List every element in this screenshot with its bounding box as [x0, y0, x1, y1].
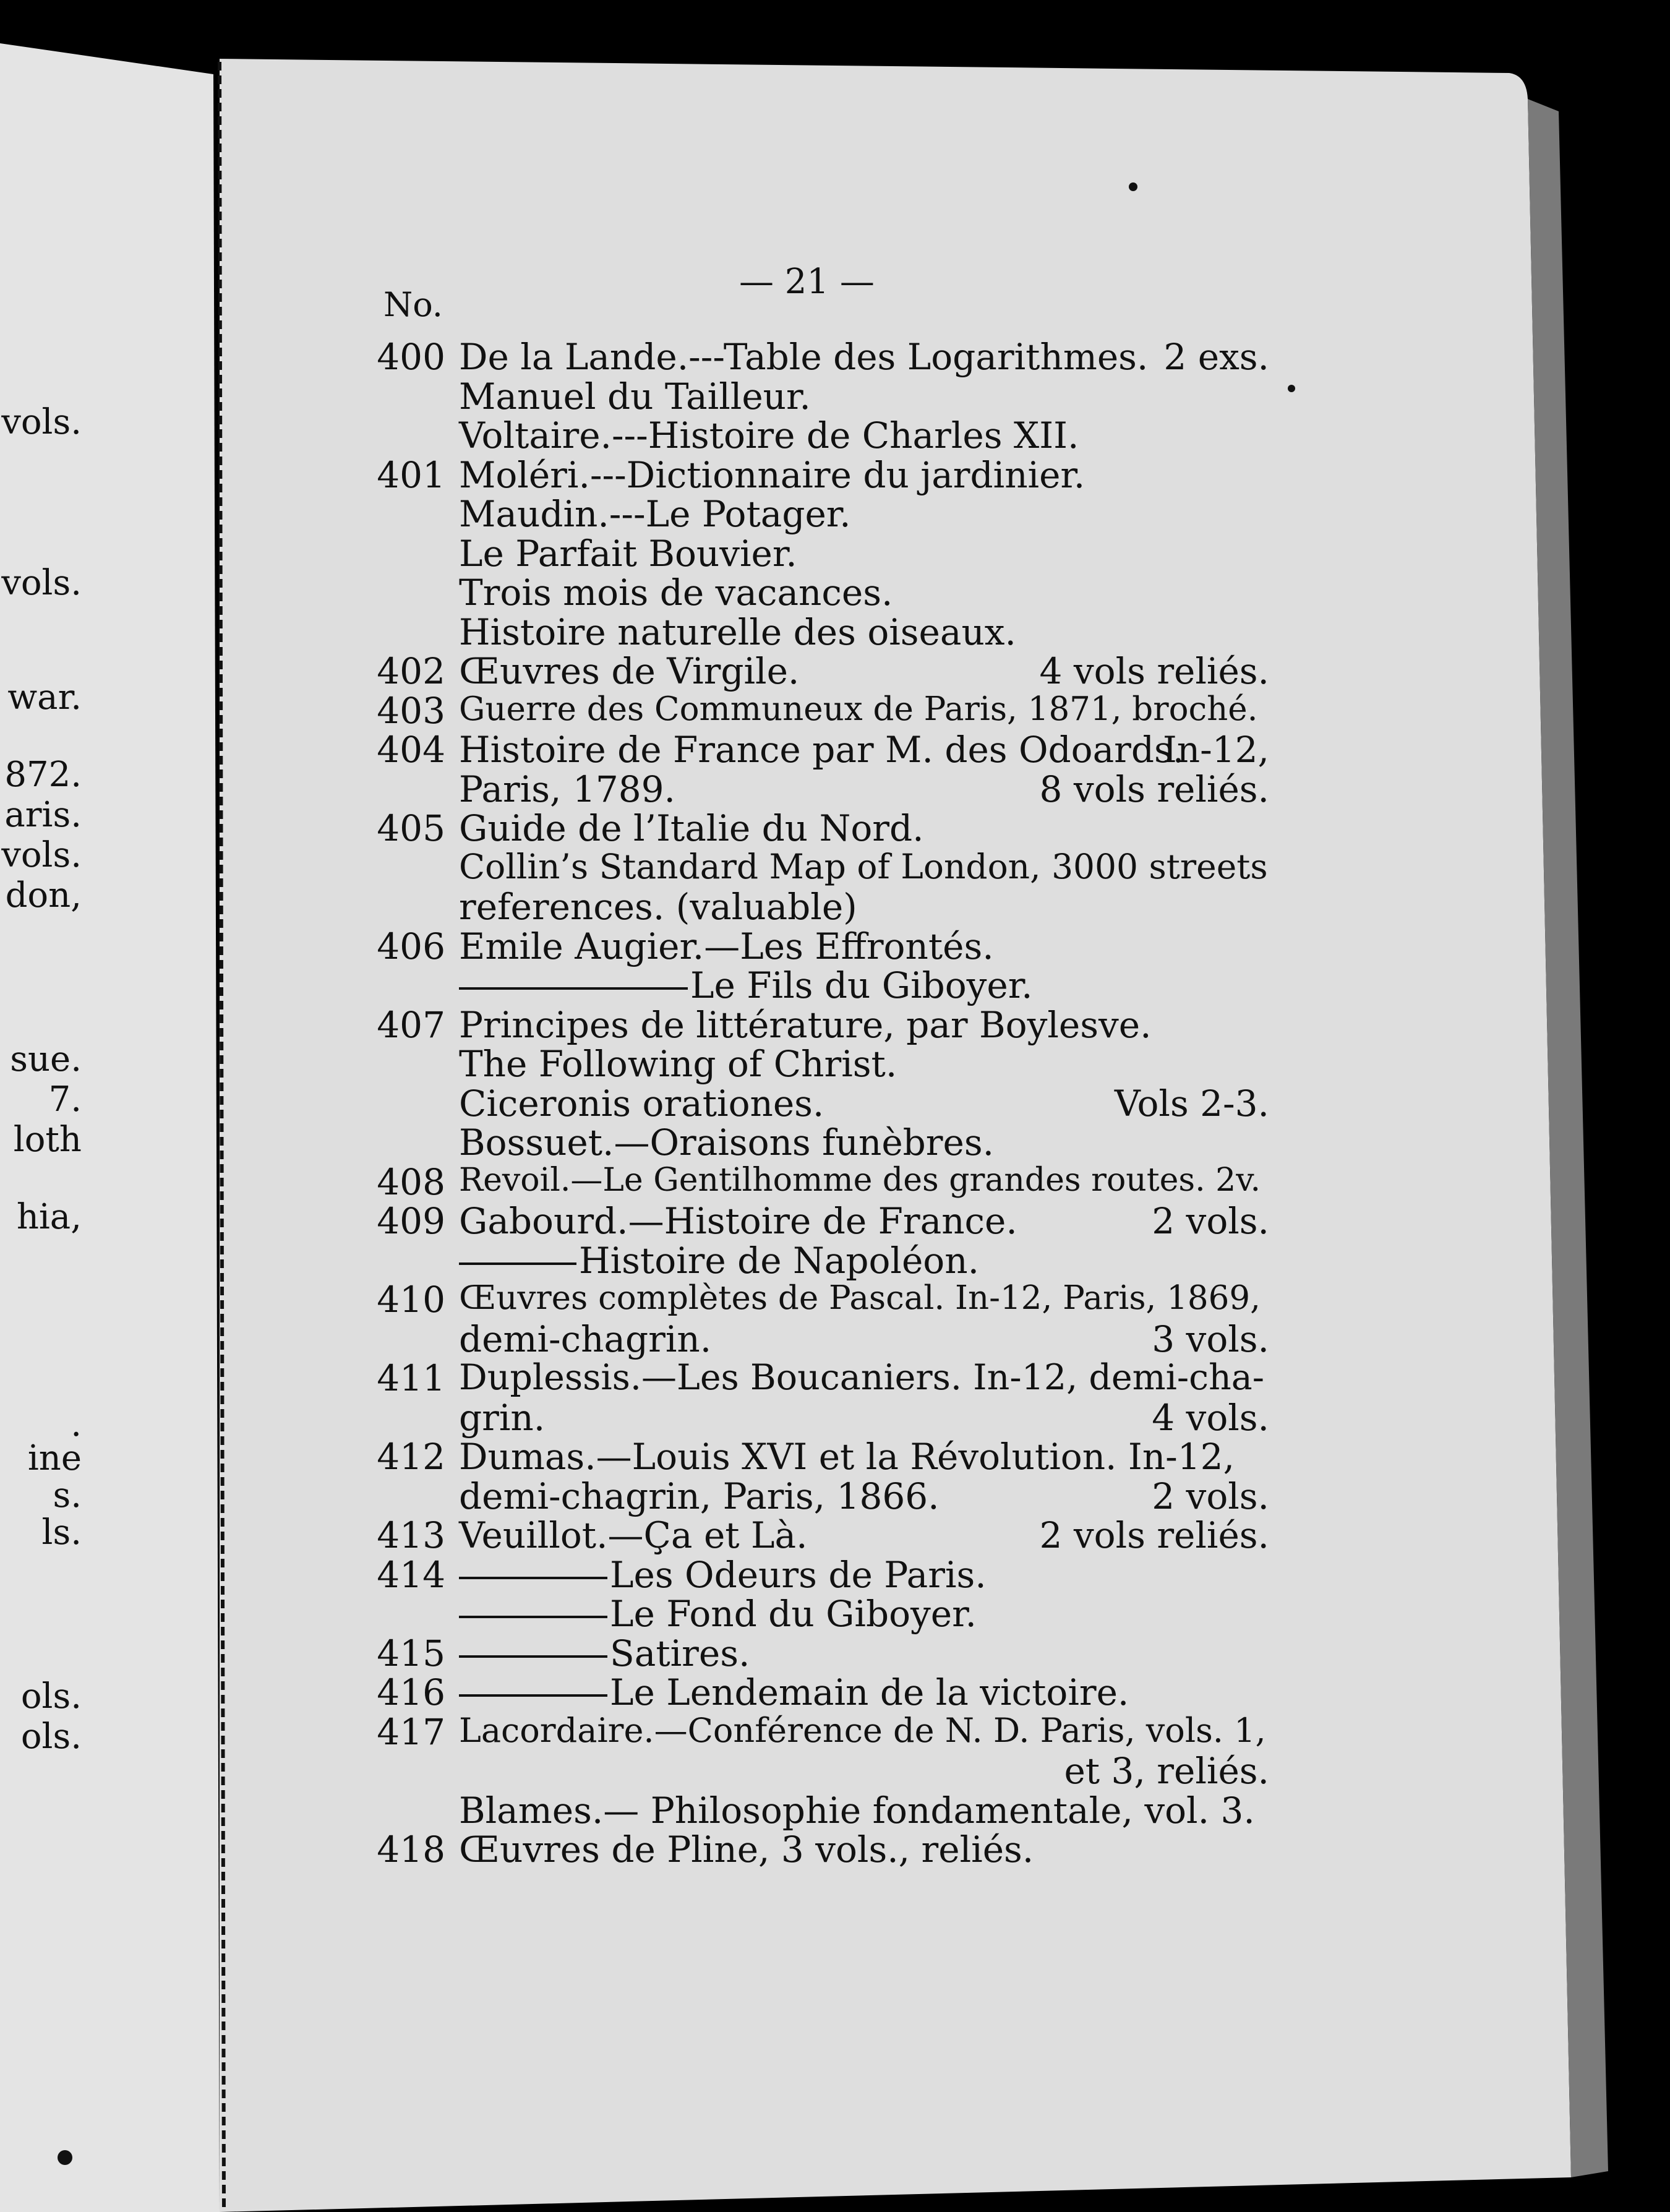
left-page-fragment: . — [71, 1404, 82, 1444]
entry-number: 407 — [377, 1004, 445, 1046]
ditto-dash — [459, 1577, 607, 1579]
entry-title: Collin’s Standard Map of London, 3000 streets — [459, 847, 1268, 886]
left-page-fragment: ols. — [20, 1717, 82, 1757]
entry-volume-note: 8 vols reliés. — [1039, 768, 1269, 810]
entry-number: 406 — [377, 925, 445, 967]
entry-title: Paris, 1789. — [459, 768, 675, 810]
entry-title: De la Lande.---Table des Logarithmes. — [459, 336, 1149, 378]
left-page-fragment: aris. — [4, 795, 82, 835]
entry-volume-note: et 3, reliés. — [1064, 1750, 1269, 1792]
entry-title: Ciceronis orationes. — [459, 1082, 824, 1125]
entry-volume-note: 2 exs. — [1163, 336, 1269, 378]
entry-number: 402 — [377, 650, 445, 692]
entry-title: Bossuet.—Oraisons funèbres. — [459, 1121, 995, 1164]
entry-number: 404 — [377, 729, 445, 771]
entry-number: 410 — [377, 1279, 445, 1321]
entry-title: demi-chagrin, Paris, 1866. — [459, 1475, 940, 1517]
left-page-fragment: vols. — [1, 835, 82, 875]
ditto-dash — [459, 1262, 576, 1265]
entry-volume-note: 2 vols. — [1152, 1475, 1269, 1517]
entry-title: Le Lendemain de la victoire. — [610, 1671, 1129, 1713]
entry-number: 417 — [377, 1711, 445, 1753]
entry-title: demi-chagrin. — [459, 1318, 712, 1360]
left-page-fragment: ls. — [41, 1512, 82, 1553]
entry-number: 412 — [377, 1436, 445, 1478]
entry-number: 405 — [377, 807, 445, 849]
entry-title: Satires. — [610, 1632, 750, 1674]
left-page-fragment: 7. — [48, 1079, 82, 1120]
entry-number: 416 — [377, 1671, 445, 1713]
entry-number: 400 — [377, 336, 445, 378]
entry-title: Histoire naturelle des oiseaux. — [459, 611, 1016, 653]
ditto-dash — [459, 1655, 607, 1658]
entry-title: Guide de l’Italie du Nord. — [459, 807, 924, 849]
entry-volume-note: 4 vols reliés. — [1039, 650, 1269, 692]
entry-title: Emile Augier.—Les Effrontés. — [459, 925, 994, 967]
entry-title: Lacordaire.—Conférence de N. D. Paris, vols. 1, — [459, 1711, 1266, 1750]
entry-volume-note: 3 vols. — [1152, 1318, 1269, 1360]
left-page-fragment: 872. — [4, 755, 82, 795]
left-page-fragment: vols. — [1, 563, 82, 603]
entry-title: Veuillot.—Ça et Là. — [459, 1514, 808, 1556]
ditto-dash — [459, 1694, 607, 1697]
entry-title: Gabourd.—Histoire de France. — [459, 1200, 1017, 1242]
entry-number: 414 — [377, 1554, 445, 1596]
entry-volume-note: In-12, — [1162, 729, 1269, 771]
column-header: No. — [383, 285, 443, 324]
entry-number: 415 — [377, 1632, 445, 1674]
ditto-dash — [459, 987, 688, 990]
entry-volume-note: Vols 2-3. — [1114, 1082, 1269, 1125]
ditto-dash — [459, 1616, 607, 1618]
entry-title: Manuel du Tailleur. — [459, 375, 811, 418]
entry-title: Blames.— Philosophie fondamentale, vol. 3. — [459, 1790, 1255, 1832]
entry-title: Le Parfait Bouvier. — [459, 533, 797, 575]
entry-title: Histoire de Napoléon. — [579, 1240, 980, 1282]
entry-title: Le Fond du Giboyer. — [610, 1593, 977, 1635]
entry-number: 408 — [377, 1161, 445, 1203]
entry-title: Œuvres complètes de Pascal. In-12, Paris, 1869, — [459, 1279, 1261, 1317]
entry-title: Le Fils du Giboyer. — [690, 964, 1033, 1006]
left-page-fragment: s. — [53, 1475, 82, 1515]
left-page-fragment: war. — [7, 677, 82, 718]
entry-volume-note: 2 vols. — [1152, 1200, 1269, 1242]
entry-title: Œuvres de Pline, 3 vols., reliés. — [459, 1828, 1034, 1871]
entry-title: Revoil.—Le Gentilhomme des grandes routes. 2v. — [459, 1162, 1261, 1199]
entry-title: Moléri.---Dictionnaire du jardinier. — [459, 454, 1086, 496]
entry-number: 401 — [377, 454, 445, 496]
entry-title: The Following of Christ. — [459, 1043, 897, 1085]
entry-title: Guerre des Communeux de Paris, 1871, broché. — [459, 690, 1258, 728]
entry-title: Maudin.---Le Potager. — [459, 493, 851, 535]
left-page-fragment: vols. — [1, 402, 82, 442]
left-page-fragment: don, — [5, 875, 82, 915]
left-page-fragment: sue. — [10, 1039, 82, 1079]
entry-title: Voltaire.---Histoire de Charles XII. — [459, 414, 1079, 457]
entry-title: Principes de littérature, par Boylesve. — [459, 1004, 1152, 1046]
entry-number: 409 — [377, 1200, 445, 1242]
entry-number: 403 — [377, 690, 445, 732]
entry-volume-note: 4 vols. — [1152, 1397, 1269, 1439]
entry-title: Œuvres de Virgile. — [459, 650, 800, 692]
entry-title: Trois mois de vacances. — [459, 572, 893, 614]
left-page-fragment: ols. — [20, 1676, 82, 1717]
entry-number: 411 — [377, 1357, 445, 1399]
left-page-fragment: ine — [27, 1438, 82, 1478]
page-number: — 21 — — [739, 262, 875, 302]
entry-title: Duplessis.—Les Boucaniers. In-12, demi-cha- — [459, 1357, 1265, 1398]
entry-volume-note: 2 vols reliés. — [1039, 1514, 1269, 1556]
entry-number: 413 — [377, 1514, 445, 1556]
entry-title: grin. — [459, 1397, 546, 1439]
entry-title: Dumas.—Louis XVI et la Révolution. In-12, — [459, 1436, 1235, 1478]
entry-title: Les Odeurs de Paris. — [610, 1554, 987, 1596]
left-page-fragment: hia, — [16, 1197, 82, 1237]
entry-number: 418 — [377, 1828, 445, 1871]
entry-title: references. (valuable) — [459, 886, 857, 928]
entry-title: Histoire de France par M. des Odoards. — [459, 729, 1184, 771]
left-page-fragment: loth — [13, 1120, 82, 1160]
